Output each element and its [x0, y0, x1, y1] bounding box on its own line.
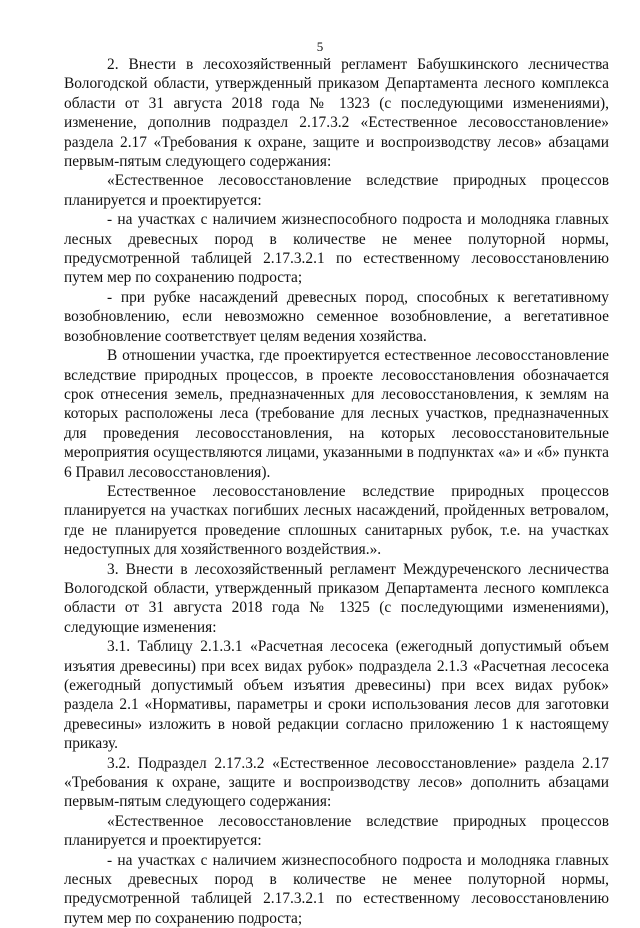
- paragraph-bullet-undergrowth: - на участках с наличием жизнеспособного подроста и молодняка главных лесных древесных пород в количестве не менее полуторной нормы, предусмотренной таблицей 2.17.3.2.1 по естественному лесовосстановлению путем мер по сохранению подроста;: [64, 211, 609, 287]
- page-number: 5: [316, 39, 324, 54]
- paragraph-item-3: 3. Внести в лесохозяйственный регламент Междуреченского лесничества Вологодской области, утвержденный приказом Департамента лесного комплекса области от 31 августа 2018 года № 1325 (с последующими изменениями), следующие изменения:: [64, 560, 609, 636]
- paragraph-bullet-undergrowth-2: - на участках с наличием жизнеспособного подроста и молодняка главных лесных древесных пород в количестве не менее полуторной нормы, предусмотренной таблицей 2.17.3.2.1 по естественному лесовосстановлению путем мер по сохранению подроста;: [64, 851, 609, 927]
- paragraph-bullet-felling: - при рубке насаждений древесных пород, способных к вегетативному возобновлению, если невозможно семенное возобновление, а вегетативное возобновление соответствует целям ведения хозяйства.: [64, 288, 609, 345]
- paragraph-item-3-2: 3.2. Подраздел 2.17.3.2 «Естественное лесовосстановление» раздела 2.17 «Требования к охране, защите и воспроизводству лесов» дополнить абзацами первым-пятым следующего содержания:: [64, 754, 609, 811]
- paragraph-item-3-1: 3.1. Таблицу 2.1.3.1 «Расчетная лесосека (ежегодный допустимый объем изъятия древесины) при всех видах рубок» подраздела 2.1.3 «Расчетная лесосека (ежегодный допустимый объем изъятия древесины) при всех видах рубок» раздела 2.1 «Нормативы, параметры и сроки использования лесов для заготовки древесины» изложить в новой редакции согласно приложению 1 к настоящему приказу.: [64, 638, 609, 753]
- document-body: [64, 55, 609, 928]
- paragraph-item-2: 2. Внести в лесохозяйственный регламент Бабушкинского лесничества Вологодской области, утвержденный приказом Департамента лесного комплекса области от 31 августа 2018 года № 1323 (с последующими изменениями), изменение, дополнив подраздел 2.17.3.2 «Естественное лесовосстановление» раздела 2.17 «Требования к охране, защите и воспроизводству лесов» абзацами первым-пятым следующего содержания:: [64, 56, 609, 171]
- paragraph-dead-stands: Естественное лесовосстановление вследствие природных процессов планируется на участках погибших лесных насаждений, пройденных ветровалом, где не планируется проведение сплошных санитарных рубок, т.е. на участках недоступных для хозяйственного воздействия.».: [64, 482, 609, 559]
- paragraph-quote-intro: «Естественное лесовосстановление вследствие природных процессов планируется и проектируется:: [64, 172, 609, 209]
- paragraph-site-designation: В отношении участка, где проектируется естественное лесовосстановление вследствие природных процессов, в проекте лесовосстановления обозначается срок отнесения земель, предназначенных для лесовосстановления, к землям на которых расположены леса (требование для лесных участков, предназначенных для проведения лесовосстановления, на которых лесовосстановительные мероприятия осуществляются лицами, указанными в подпунктах «а» и «б» пункта 6 Правил лесовосстановления).: [64, 347, 609, 481]
- paragraph-quote-intro-2: «Естественное лесовосстановление вследствие природных процессов планируется и проектируется:: [64, 812, 609, 850]
